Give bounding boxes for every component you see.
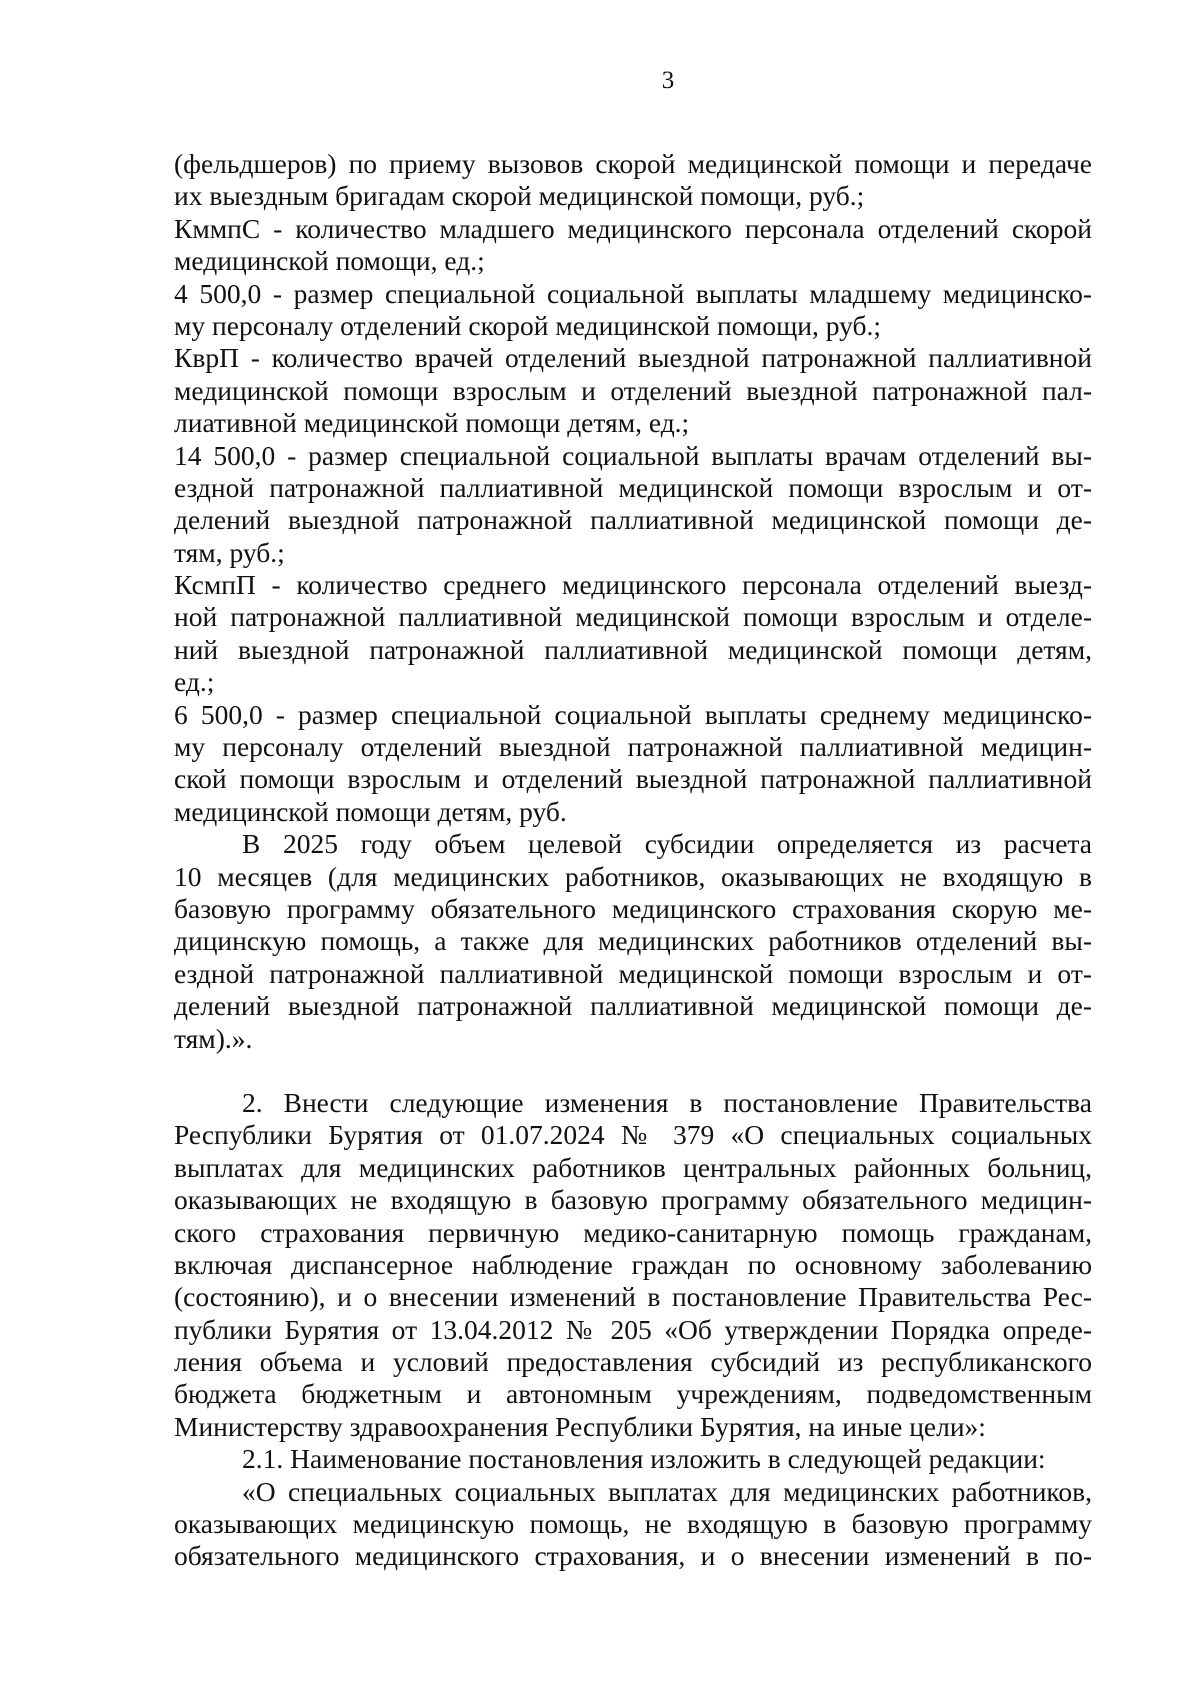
text-line: оказывающих не входящую в базовую программу обязательного медицин-: [174, 1184, 1092, 1216]
text-line: КммпС - количество младшего медицинского персонала отделений скорой: [174, 212, 1092, 244]
text-line: включая диспансерное наблюдение граждан по основному заболеванию: [174, 1248, 1092, 1280]
text-line: ний выездной патронажной паллиативной медицинской помощи детям,: [174, 633, 1092, 665]
text-line: делений выездной патронажной паллиативной медицинской помощи де-: [174, 990, 1092, 1022]
text-line: ной патронажной паллиативной медицинской помощи взрослым и отделе-: [174, 601, 1092, 633]
text-line: 2.1. Наименование постановления изложить в следующей редакции:: [242, 1443, 1046, 1475]
text-line: 6 500,0 - размер специальной социальной выплаты среднему медицинско-: [174, 698, 1092, 730]
text-line: тям, руб.;: [174, 536, 285, 568]
text-line: медицинской помощи детям, руб.: [174, 795, 567, 827]
text-line: оказывающих медицинскую помощь, не входящую в базовую программу: [174, 1508, 1092, 1540]
text-line: медицинской помощи взрослым и отделений выездной патронажной пал-: [174, 374, 1092, 406]
text-line: ской помощи взрослым и отделений выездной патронажной паллиативной: [174, 763, 1092, 795]
text-line: му персоналу отделений выездной патронажной паллиативной медицин-: [174, 731, 1092, 763]
text-line: их выездным бригадам скорой медицинской помощи, руб.;: [174, 180, 865, 212]
text-line: 4 500,0 - размер специальной социальной выплаты младшему медицинско-: [174, 277, 1092, 309]
text-line: выплатах для медицинских работников центральных районных больниц,: [174, 1151, 1092, 1183]
text-line: делений выездной патронажной паллиативной медицинской помощи де-: [174, 504, 1092, 536]
text-line: 2. Внести следующие изменения в постановление Правительства: [242, 1086, 1092, 1118]
paragraph-gap: [174, 1055, 1092, 1087]
text-line: В 2025 году объем целевой субсидии определяется из расчета: [242, 828, 1092, 860]
text-line: лиативной медицинской помощи детям, ед.;: [174, 407, 690, 439]
text-line: му персоналу отделений скорой медицинской помощи, руб.;: [174, 309, 882, 341]
text-line: базовую программу обязательного медицинского страхования скорую ме-: [174, 892, 1092, 924]
text-line: обязательного медицинского страхования, и о внесении изменений в по-: [174, 1540, 1092, 1572]
text-line: Министерству здравоохранения Республики Бурятия, на иные цели»:: [174, 1410, 986, 1442]
text-line: КсмпП - количество среднего медицинского персонала отделений выезд-: [174, 569, 1092, 601]
text-line: тям).».: [174, 1022, 253, 1054]
text-line: (состоянию), и о внесении изменений в постановление Правительства Рес-: [174, 1281, 1092, 1313]
text-line: дицинскую помощь, а также для медицинских работников отделений вы-: [174, 925, 1092, 957]
text-line: медицинской помощи, ед.;: [174, 245, 485, 277]
text-line: публики Бурятия от 13.04.2012 № 205 «Об утверждении Порядка опреде-: [174, 1313, 1092, 1345]
page-number: 3: [661, 67, 675, 94]
text-line: (фельдшеров) по приему вызовов скорой медицинской помощи и передаче: [174, 148, 1092, 179]
text-line: бюджета бюджетным и автономным учреждениям, подведомственным: [174, 1378, 1092, 1410]
text-line: 10 месяцев (для медицинских работников, оказывающих не входящую в: [174, 860, 1092, 892]
text-line: ского страхования первичную медико-санитарную помощь гражданам,: [174, 1216, 1092, 1248]
text-line: 14 500,0 - размер специальной социальной выплаты врачам отделений вы-: [174, 439, 1092, 471]
text-line: Республики Бурятия от 01.07.2024 № 379 «О специальных социальных: [174, 1119, 1092, 1151]
text-line: ления объема и условий предоставления субсидий из республиканского: [174, 1346, 1092, 1378]
text-line: ездной патронажной паллиативной медицинской помощи взрослым и от-: [174, 471, 1092, 503]
text-line: ездной патронажной паллиативной медицинской помощи взрослым и от-: [174, 957, 1092, 989]
text-line: «О специальных социальных выплатах для медицинских работников,: [242, 1475, 1092, 1507]
text-line: КврП - количество врачей отделений выездной патронажной паллиативной: [174, 342, 1092, 374]
text-line: ед.;: [174, 666, 215, 698]
document-body: [174, 148, 1092, 1573]
